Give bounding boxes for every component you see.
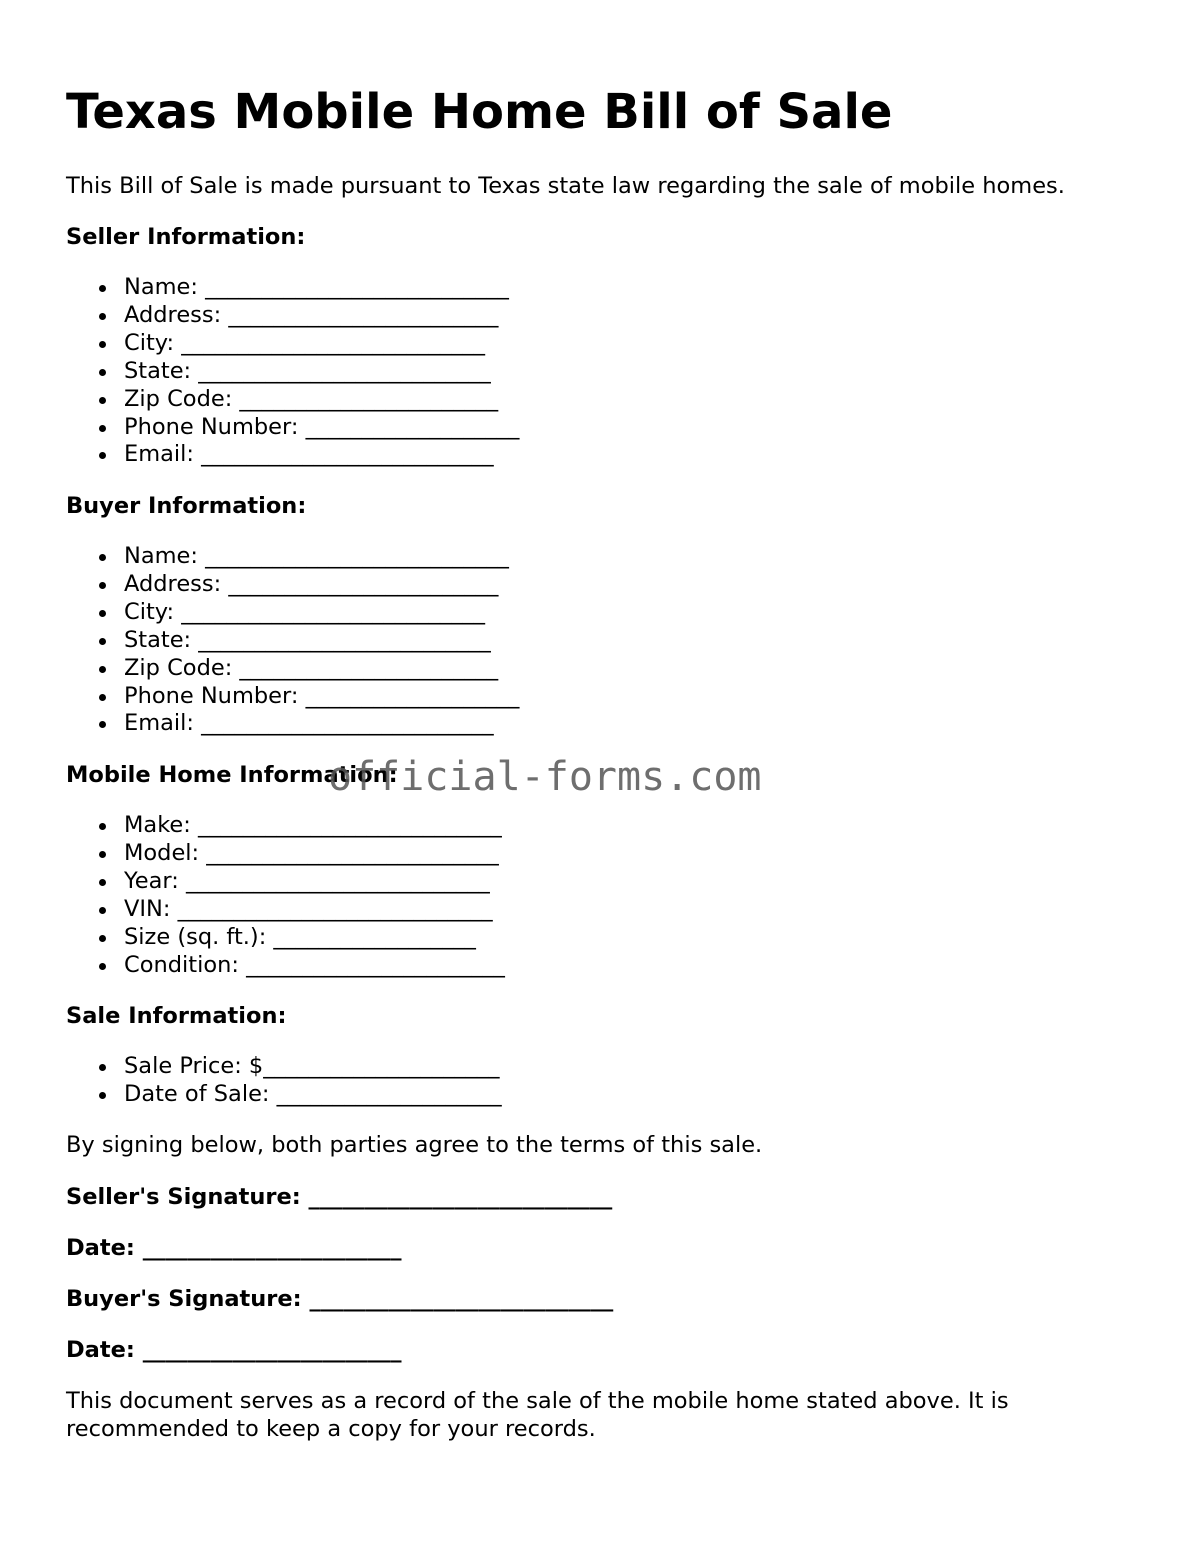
sale-fields-list	[66, 1053, 502, 1109]
seller-fields-list	[66, 274, 519, 469]
watermark-text: official-forms.com	[328, 754, 762, 800]
buyer-name-field: Name: ___________________________	[66, 543, 519, 571]
buyer-fields-list	[66, 543, 519, 738]
mobile-home-model-field: Model: __________________________	[66, 840, 505, 868]
seller-zip-field: Zip Code: _______________________	[66, 386, 519, 414]
mobile-home-condition-field: Condition: _______________________	[66, 952, 505, 980]
closing-paragraph: This document serves as a record of the sale of the mobile home stated above. It is recommended to keep a copy for your records.	[66, 1388, 1009, 1442]
mobile-home-year-field: Year: ___________________________	[66, 868, 505, 896]
seller-state-field: State: __________________________	[66, 358, 519, 386]
mobile-home-heading: Mobile Home Information:	[66, 762, 398, 788]
mobile-home-vin-field: VIN: ____________________________	[66, 896, 505, 924]
document-title: Texas Mobile Home Bill of Sale	[66, 84, 893, 140]
intro-paragraph: This Bill of Sale is made pursuant to Texas state law regarding the sale of mobile homes.	[66, 173, 1065, 199]
seller-date-line: Date: _______________________	[66, 1235, 402, 1261]
buyer-heading: Buyer Information:	[66, 493, 307, 519]
mobile-home-make-field: Make: ___________________________	[66, 812, 505, 840]
buyer-signature-line: Buyer's Signature: ___________________________	[66, 1286, 614, 1312]
buyer-zip-field: Zip Code: _______________________	[66, 655, 519, 683]
sale-heading: Sale Information:	[66, 1003, 287, 1029]
seller-signature-line: Seller's Signature: ___________________________	[66, 1184, 613, 1210]
mobile-home-size-field: Size (sq. ft.): __________________	[66, 924, 505, 952]
sale-price-field: Sale Price: $_____________________	[66, 1053, 502, 1081]
seller-heading: Seller Information:	[66, 224, 306, 250]
buyer-date-line: Date: _______________________	[66, 1337, 402, 1363]
seller-city-field: City: ___________________________	[66, 330, 519, 358]
buyer-address-field: Address: ________________________	[66, 571, 519, 599]
buyer-email-field: Email: __________________________	[66, 710, 519, 738]
buyer-state-field: State: __________________________	[66, 627, 519, 655]
agreement-statement: By signing below, both parties agree to the terms of this sale.	[66, 1132, 763, 1158]
seller-address-field: Address: ________________________	[66, 302, 519, 330]
seller-email-field: Email: __________________________	[66, 441, 519, 469]
buyer-phone-field: Phone Number: ___________________	[66, 683, 519, 711]
seller-name-field: Name: ___________________________	[66, 274, 519, 302]
seller-phone-field: Phone Number: ___________________	[66, 414, 519, 442]
mobile-home-fields-list	[66, 812, 505, 979]
buyer-city-field: City: ___________________________	[66, 599, 519, 627]
sale-date-field: Date of Sale: ____________________	[66, 1081, 502, 1109]
